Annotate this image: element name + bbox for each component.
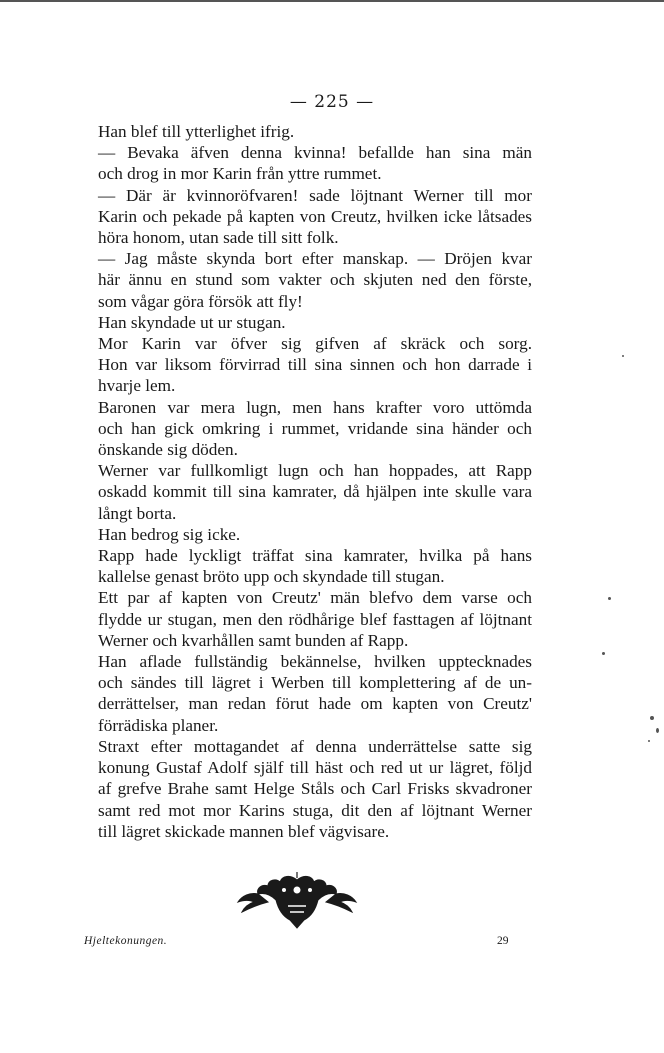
text-line: kallelse genast bröto upp och skyndade till stugan.: [98, 567, 445, 587]
text-line: Mor Karin var öfver sig gifven af skräck och sorg.: [98, 334, 532, 354]
body-text: [62, 121, 532, 842]
paragraph: [62, 587, 532, 651]
page-number: — 225 —: [289, 92, 375, 112]
paragraph: [62, 736, 532, 842]
text-line: som vågar göra försök att fly!: [98, 291, 303, 311]
paragraph: [62, 651, 532, 736]
paragraph: [62, 142, 532, 184]
text-line: Baronen var mera lugn, men hans krafter voro uttömda: [98, 397, 532, 417]
text-line: Han blef till ytterlighet ifrig.: [98, 122, 295, 141]
margin-speck: [648, 740, 650, 742]
text-line: och han gick omkring i rummet, vridande sina händer och: [98, 418, 532, 438]
text-line: Han skyndade ut ur stugan.: [98, 312, 286, 332]
text-line: konung Gustaf Adolf själf till häst och red ut ur lägret, följd: [98, 758, 532, 778]
paragraph: [62, 460, 532, 524]
text-line: Rapp hade lyckligt träffat sina kamrater, hvilka på hans: [98, 546, 532, 566]
text-line: hvarje lem.: [98, 376, 176, 396]
text-line: — Jag måste skynda bort efter manskap. — Dröjen kvar: [98, 249, 532, 269]
text-line: Werner var fullkomligt lugn och han hoppades, att Rapp: [98, 461, 532, 481]
margin-speck: [622, 355, 624, 357]
text-line: Werner och kvarhållen samt bunden af Rapp.: [98, 630, 409, 650]
text-line: — Där är kvinnoröfvaren! sade löjtnant Werner till mor: [98, 185, 532, 205]
text-line: och drog in mor Karin från yttre rummet.: [98, 164, 382, 184]
paragraph: [62, 248, 532, 312]
paragraph: [62, 545, 532, 587]
text-line: och sändes till lägret i Werben till komplettering af de un-: [98, 673, 532, 693]
text-line: derrättelser, man redan förut hade om kapten von Creutz': [98, 694, 532, 714]
text-line: Han bedrog sig icke.: [98, 524, 241, 544]
paragraph: [62, 312, 532, 333]
text-line: förrädiska planer.: [98, 715, 219, 735]
margin-speck: [656, 728, 659, 733]
paragraph: [62, 333, 532, 397]
paragraph: [62, 185, 532, 249]
paragraph: [62, 524, 532, 545]
text-line: Karin och pekade på kapten von Creutz, hvilken icke låtsades: [98, 206, 532, 226]
text-line: höra honom, utan sade till sitt folk.: [98, 228, 339, 248]
margin-speck: [602, 652, 605, 655]
text-line: här ännu en stund som vakter och skjuten ned den förste,: [98, 270, 532, 290]
paragraph: [62, 121, 532, 142]
margin-speck: [608, 597, 611, 600]
text-line: långt borta.: [98, 503, 177, 523]
top-edge-rule: [0, 0, 664, 2]
text-line: önskande sig döden.: [98, 440, 238, 460]
margin-speck: [650, 716, 654, 720]
footer-signature-number: 29: [497, 935, 509, 947]
text-line: Straxt efter mottagandet af denna underrättelse satte sig: [98, 736, 532, 756]
paragraph: [62, 397, 532, 461]
text-line: Ett par af kapten von Creutz' män blefvo dem varse och: [98, 588, 532, 608]
text-line: Han aflade fullständig bekännelse, hvilken upptecknades: [98, 652, 532, 672]
footer-title: Hjeltekonungen.: [84, 935, 168, 947]
text-line: af grefve Brahe samt Helge Ståls och Carl Frisks skvadroner: [98, 779, 532, 799]
text-line: till lägret skickade mannen blef vägvisare.: [98, 821, 390, 841]
text-line: — Bevaka äfven denna kvinna! befallde han sina män: [98, 143, 532, 163]
text-line: samt red mot mor Karins stuga, dit den af löjtnant Werner: [98, 800, 532, 820]
text-line: Hon var liksom förvirrad till sina sinnen och hon darrade i: [98, 355, 532, 375]
text-line: oskadd kommit till sina kamrater, då hjälpen inte skulle vara: [98, 482, 532, 502]
text-line: flydde ur stugan, men den rödhårige blef fasttagen af löjtnant: [98, 609, 532, 629]
floral-ornament-icon: [232, 872, 362, 932]
